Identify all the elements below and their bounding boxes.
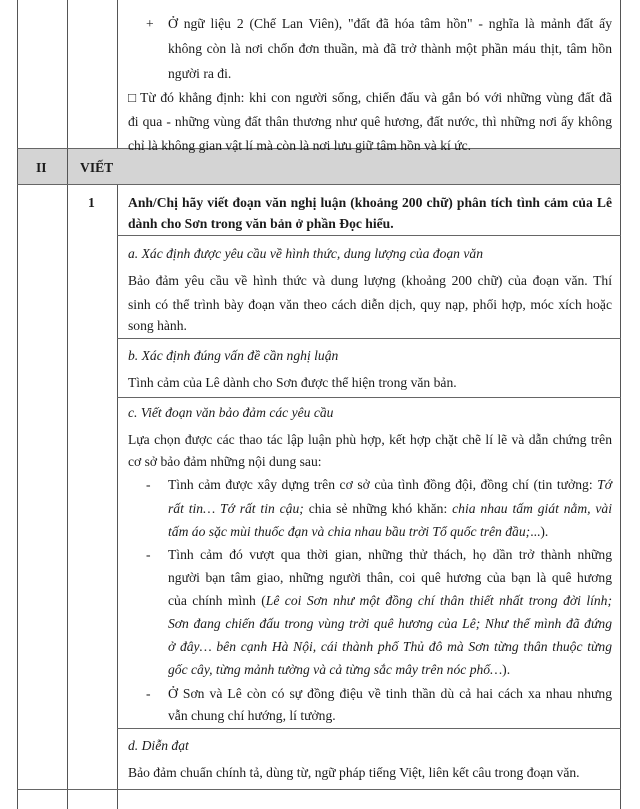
dash-bullet-1: -: [146, 477, 151, 492]
part-c-heading: c. Viết đoạn văn bảo đảm các yêu cầu: [128, 405, 334, 420]
bullet-2-line-5: ở đây… bên cạnh Hà Nội, cái thành phố Thủ đô mà Sơn từng thân thuộc từng: [168, 639, 612, 654]
row-divider-part-b: [117, 397, 621, 398]
part-a-line-1: Bảo đảm yêu cầu về hình thức và dung lượng (khoảng 200 chữ) của đoạn văn. Thí: [128, 273, 612, 288]
bullet-2-line-3-text: của chính mình (: [168, 593, 266, 608]
part-a-line-2: sinh có thể trình bày đoạn văn theo cách diễn dịch, quy nạp, phối hợp, móc xích hoặc: [128, 297, 612, 312]
bullet-2-line-4: Sơn đang chiến đấu trong vùng trời quê hương của Lê; Như thể mình đã đứng: [168, 616, 612, 631]
dash-bullet-3: -: [146, 686, 151, 701]
part-a-heading: a. Xác định được yêu cầu về hình thức, dung lượng của đoạn văn: [128, 246, 483, 261]
top-line-2: không còn là nơi chốn đơn thuần, mà đã trở thành một phần máu thịt, tâm hồn: [168, 41, 612, 56]
question-line-1: Anh/Chị hãy viết đoạn văn nghị luận (khoảng 200 chữ) phân tích tình cảm của Lê: [128, 195, 612, 210]
row-divider-question: [117, 235, 621, 236]
bullet-1-line-2-quote-b: chia nhau tấm giát nằm, vài: [452, 501, 613, 516]
bullet-1-line-1-text: Tình cảm được xây dựng trên cơ sở của tình đồng đội, đồng chí (tin tưởng:: [168, 477, 593, 492]
bullet-2-line-3: [168, 591, 612, 610]
top-line-1: Ở ngữ liệu 2 (Chế Lan Viên), "đất đã hóa tâm hồn" - nghĩa là mảnh đất ấy: [168, 16, 612, 31]
table-border-right: [620, 0, 621, 809]
part-d-line-1: Bảo đảm chuẩn chính tả, dùng từ, ngữ pháp tiếng Việt, liên kết câu trong đoạn văn.: [128, 765, 580, 780]
checkbox-glyph: □: [128, 90, 137, 105]
bullet-1-line-2-text: chia sẻ những khó khăn:: [308, 501, 448, 516]
bullet-1-line-1-quote: Tớ: [597, 477, 612, 492]
bullet-3-line-1: Ở Sơn và Lê còn có sự đồng điệu về tinh thần dù cả hai cách xa nhau nhưng: [168, 686, 612, 701]
row-divider-part-a: [117, 338, 621, 339]
bullet-1-line-1: [168, 475, 612, 494]
bullet-2-line-6-end: ).: [502, 662, 511, 677]
bullet-1-line-3: [168, 522, 548, 541]
bullet-1-line-3-end: ...).: [530, 524, 549, 539]
table-border-left: [17, 0, 18, 809]
part-c-intro-1: Lựa chọn được các thao tác lập luận phù hợp, kết hợp chặt chẽ lí lẽ và dẫn chứng trên: [128, 432, 612, 447]
question-line-2: dành cho Sơn trong văn bản ở phần Đọc hiểu.: [128, 216, 394, 231]
table-column-divider-2: [117, 0, 118, 148]
part-d-heading: d. Diễn đạt: [128, 738, 189, 753]
bullet-2-line-6-quote: gốc cây, từng mảnh tường và cả từng sắc mây trên nóc phố…: [168, 662, 503, 677]
bullet-1-line-2-quote-a: rất tin… Tớ rất tin cậu;: [168, 501, 304, 516]
part-c-intro-2: cơ sở bảo đảm những nội dung sau:: [128, 454, 322, 469]
part-b-line-1: Tình cảm của Lê dành cho Sơn được thể hiện trong văn bản.: [128, 375, 457, 390]
row-divider-section-bottom: [17, 184, 621, 185]
dash-bullet-2: -: [146, 547, 151, 562]
question-number: 1: [88, 195, 95, 210]
section-number: II: [36, 160, 47, 175]
bullet-2-line-1: Tình cảm đó vượt qua thời gian, những thử thách, họ dần trở thành những: [168, 547, 612, 562]
bullet-1-line-2: [168, 499, 612, 518]
table-column-divider-1: [67, 0, 68, 809]
conclusion-line-1: Từ đó khẳng định: khi con người sống, chiến đấu và gắn bó với những vùng đất đã: [140, 90, 612, 105]
bullet-2-line-3-quote: Lê coi Sơn như một đồng chí thân thiết nhất trong đời lính;: [265, 593, 612, 608]
part-a-line-3: song hành.: [128, 318, 187, 333]
part-b-heading: b. Xác định đúng vấn đề cần nghị luận: [128, 348, 339, 363]
conclusion-line-3: chỉ là không gian vật lí mà còn là nơi lưu giữ tâm hồn và kí ức.: [128, 138, 472, 153]
plus-bullet: +: [146, 16, 154, 31]
table-column-divider-2b: [117, 184, 118, 809]
table-border-bottom: [17, 789, 621, 790]
section-title: VIẾT: [80, 160, 114, 175]
bullet-3-line-2: vẫn chung chí hướng, lí tưởng.: [168, 708, 336, 723]
bullet-2-line-2: người bạn tâm giao, những người thân, coi quê hương của bạn là quê hương: [168, 570, 612, 585]
bullet-2-line-6: [168, 660, 510, 679]
row-divider-part-c: [117, 728, 621, 729]
conclusion-line-2: đi qua - những vùng đất thân thương như quê hương, đất nước, thì những nơi ấy không: [128, 114, 612, 129]
top-line-3: người ra đi.: [168, 66, 232, 81]
bullet-1-line-3-quote: tấm áo sặc mùi thuốc đạn và chia nhau bầu trời Tổ quốc trên đầu;: [168, 524, 531, 539]
